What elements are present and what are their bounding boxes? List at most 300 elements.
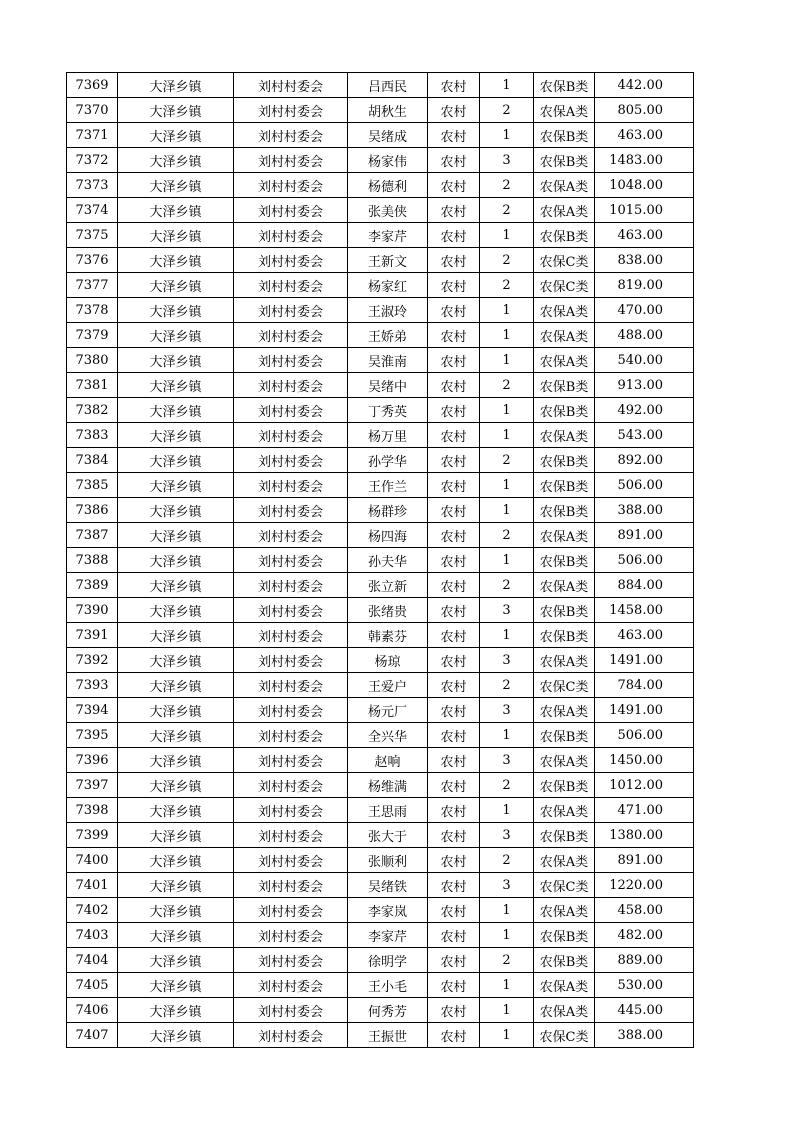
town-cell: 大泽乡镇 (118, 198, 234, 223)
town-cell: 大泽乡镇 (118, 698, 234, 723)
amount-cell: 388.00 (595, 1023, 694, 1048)
name-cell: 孙夫华 (348, 548, 428, 573)
category-cell: 农保C类 (534, 248, 595, 273)
people-count-cell: 2 (480, 448, 534, 473)
town-cell: 大泽乡镇 (118, 448, 234, 473)
amount-cell: 892.00 (595, 448, 694, 473)
serial-number-cell: 7377 (67, 273, 118, 298)
town-cell: 大泽乡镇 (118, 948, 234, 973)
category-cell: 农保A类 (534, 348, 595, 373)
household-type-cell: 农村 (428, 873, 480, 898)
town-cell: 大泽乡镇 (118, 123, 234, 148)
amount-cell: 388.00 (595, 498, 694, 523)
village-cell: 刘村村委会 (234, 823, 348, 848)
amount-cell: 506.00 (595, 548, 694, 573)
amount-cell: 819.00 (595, 273, 694, 298)
household-type-cell: 农村 (428, 998, 480, 1023)
name-cell: 孙学华 (348, 448, 428, 473)
amount-cell: 913.00 (595, 373, 694, 398)
serial-number-cell: 7403 (67, 923, 118, 948)
town-cell: 大泽乡镇 (118, 823, 234, 848)
amount-cell: 1491.00 (595, 648, 694, 673)
amount-cell: 1380.00 (595, 823, 694, 848)
table-row (67, 173, 694, 198)
household-type-cell: 农村 (428, 1023, 480, 1048)
village-cell: 刘村村委会 (234, 373, 348, 398)
town-cell: 大泽乡镇 (118, 998, 234, 1023)
name-cell: 王爱户 (348, 673, 428, 698)
serial-number-cell: 7402 (67, 898, 118, 923)
serial-number-cell: 7375 (67, 223, 118, 248)
name-cell: 杨四海 (348, 523, 428, 548)
amount-cell: 784.00 (595, 673, 694, 698)
people-count-cell: 1 (480, 298, 534, 323)
town-cell: 大泽乡镇 (118, 148, 234, 173)
table-row (67, 98, 694, 123)
category-cell: 农保A类 (534, 573, 595, 598)
table-row (67, 848, 694, 873)
serial-number-cell: 7400 (67, 848, 118, 873)
table-row (67, 773, 694, 798)
household-type-cell: 农村 (428, 773, 480, 798)
table-row (67, 123, 694, 148)
people-count-cell: 2 (480, 848, 534, 873)
town-cell: 大泽乡镇 (118, 173, 234, 198)
category-cell: 农保B类 (534, 823, 595, 848)
name-cell: 吴绪中 (348, 373, 428, 398)
village-cell: 刘村村委会 (234, 123, 348, 148)
people-count-cell: 2 (480, 198, 534, 223)
amount-cell: 530.00 (595, 973, 694, 998)
amount-cell: 470.00 (595, 298, 694, 323)
household-type-cell: 农村 (428, 823, 480, 848)
village-cell: 刘村村委会 (234, 923, 348, 948)
village-cell: 刘村村委会 (234, 598, 348, 623)
amount-cell: 488.00 (595, 323, 694, 348)
name-cell: 杨维满 (348, 773, 428, 798)
household-type-cell: 农村 (428, 898, 480, 923)
category-cell: 农保A类 (534, 698, 595, 723)
town-cell: 大泽乡镇 (118, 273, 234, 298)
village-cell: 刘村村委会 (234, 898, 348, 923)
household-type-cell: 农村 (428, 73, 480, 98)
table-row (67, 698, 694, 723)
table-row (67, 1023, 694, 1048)
people-count-cell: 3 (480, 648, 534, 673)
serial-number-cell: 7395 (67, 723, 118, 748)
name-cell: 张顺利 (348, 848, 428, 873)
serial-number-cell: 7383 (67, 423, 118, 448)
household-type-cell: 农村 (428, 423, 480, 448)
category-cell: 农保C类 (534, 873, 595, 898)
table-row (67, 748, 694, 773)
serial-number-cell: 7379 (67, 323, 118, 348)
name-cell: 张立新 (348, 573, 428, 598)
people-count-cell: 1 (480, 1023, 534, 1048)
category-cell: 农保A类 (534, 648, 595, 673)
name-cell: 吴绪铁 (348, 873, 428, 898)
name-cell: 杨家伟 (348, 148, 428, 173)
people-count-cell: 3 (480, 748, 534, 773)
category-cell: 农保B类 (534, 448, 595, 473)
document-page (66, 72, 694, 1048)
serial-number-cell: 7380 (67, 348, 118, 373)
village-cell: 刘村村委会 (234, 773, 348, 798)
category-cell: 农保A类 (534, 898, 595, 923)
amount-cell: 482.00 (595, 923, 694, 948)
household-type-cell: 农村 (428, 573, 480, 598)
people-count-cell: 2 (480, 948, 534, 973)
category-cell: 农保B类 (534, 723, 595, 748)
serial-number-cell: 7405 (67, 973, 118, 998)
household-type-cell: 农村 (428, 598, 480, 623)
category-cell: 农保C类 (534, 273, 595, 298)
household-type-cell: 农村 (428, 448, 480, 473)
name-cell: 李家芹 (348, 923, 428, 948)
people-count-cell: 2 (480, 573, 534, 598)
village-cell: 刘村村委会 (234, 423, 348, 448)
name-cell: 杨德利 (348, 173, 428, 198)
village-cell: 刘村村委会 (234, 948, 348, 973)
village-cell: 刘村村委会 (234, 723, 348, 748)
amount-cell: 805.00 (595, 98, 694, 123)
village-cell: 刘村村委会 (234, 673, 348, 698)
amount-cell: 492.00 (595, 398, 694, 423)
people-count-cell: 3 (480, 873, 534, 898)
people-count-cell: 1 (480, 623, 534, 648)
serial-number-cell: 7393 (67, 673, 118, 698)
name-cell: 吴绪成 (348, 123, 428, 148)
village-cell: 刘村村委会 (234, 248, 348, 273)
serial-number-cell: 7370 (67, 98, 118, 123)
name-cell: 张大于 (348, 823, 428, 848)
category-cell: 农保B类 (534, 598, 595, 623)
people-count-cell: 3 (480, 698, 534, 723)
table-row (67, 598, 694, 623)
amount-cell: 543.00 (595, 423, 694, 448)
town-cell: 大泽乡镇 (118, 548, 234, 573)
amount-cell: 884.00 (595, 573, 694, 598)
village-cell: 刘村村委会 (234, 448, 348, 473)
name-cell: 王娇弟 (348, 323, 428, 348)
serial-number-cell: 7407 (67, 1023, 118, 1048)
serial-number-cell: 7376 (67, 248, 118, 273)
category-cell: 农保B类 (534, 73, 595, 98)
category-cell: 农保B类 (534, 948, 595, 973)
household-type-cell: 农村 (428, 673, 480, 698)
amount-cell: 463.00 (595, 223, 694, 248)
people-count-cell: 2 (480, 673, 534, 698)
village-cell: 刘村村委会 (234, 223, 348, 248)
serial-number-cell: 7382 (67, 398, 118, 423)
category-cell: 农保A类 (534, 798, 595, 823)
town-cell: 大泽乡镇 (118, 1023, 234, 1048)
serial-number-cell: 7406 (67, 998, 118, 1023)
people-count-cell: 3 (480, 148, 534, 173)
category-cell: 农保B类 (534, 148, 595, 173)
name-cell: 王思雨 (348, 798, 428, 823)
table-row (67, 723, 694, 748)
amount-cell: 458.00 (595, 898, 694, 923)
village-cell: 刘村村委会 (234, 523, 348, 548)
household-type-cell: 农村 (428, 848, 480, 873)
household-type-cell: 农村 (428, 98, 480, 123)
village-cell: 刘村村委会 (234, 273, 348, 298)
people-count-cell: 1 (480, 798, 534, 823)
serial-number-cell: 7396 (67, 748, 118, 773)
household-type-cell: 农村 (428, 923, 480, 948)
table-row (67, 498, 694, 523)
household-type-cell: 农村 (428, 373, 480, 398)
village-cell: 刘村村委会 (234, 473, 348, 498)
table-row (67, 423, 694, 448)
town-cell: 大泽乡镇 (118, 373, 234, 398)
amount-cell: 1015.00 (595, 198, 694, 223)
village-cell: 刘村村委会 (234, 498, 348, 523)
town-cell: 大泽乡镇 (118, 398, 234, 423)
serial-number-cell: 7397 (67, 773, 118, 798)
town-cell: 大泽乡镇 (118, 298, 234, 323)
village-cell: 刘村村委会 (234, 148, 348, 173)
category-cell: 农保A类 (534, 973, 595, 998)
serial-number-cell: 7372 (67, 148, 118, 173)
table-row (67, 923, 694, 948)
table-row (67, 998, 694, 1023)
category-cell: 农保A类 (534, 748, 595, 773)
table-row (67, 148, 694, 173)
table-row (67, 373, 694, 398)
table-row (67, 523, 694, 548)
category-cell: 农保B类 (534, 473, 595, 498)
category-cell: 农保B类 (534, 773, 595, 798)
village-cell: 刘村村委会 (234, 173, 348, 198)
people-count-cell: 1 (480, 123, 534, 148)
amount-cell: 1450.00 (595, 748, 694, 773)
household-type-cell: 农村 (428, 323, 480, 348)
household-type-cell: 农村 (428, 123, 480, 148)
category-cell: 农保B类 (534, 923, 595, 948)
town-cell: 大泽乡镇 (118, 423, 234, 448)
name-cell: 张绪贵 (348, 598, 428, 623)
name-cell: 韩素芬 (348, 623, 428, 648)
category-cell: 农保B类 (534, 498, 595, 523)
people-count-cell: 1 (480, 473, 534, 498)
serial-number-cell: 7390 (67, 598, 118, 623)
category-cell: 农保A类 (534, 98, 595, 123)
name-cell: 丁秀英 (348, 398, 428, 423)
people-count-cell: 1 (480, 323, 534, 348)
household-type-cell: 农村 (428, 498, 480, 523)
town-cell: 大泽乡镇 (118, 648, 234, 673)
amount-cell: 1048.00 (595, 173, 694, 198)
name-cell: 王振世 (348, 1023, 428, 1048)
amount-cell: 1220.00 (595, 873, 694, 898)
serial-number-cell: 7381 (67, 373, 118, 398)
people-count-cell: 3 (480, 598, 534, 623)
household-type-cell: 农村 (428, 198, 480, 223)
household-type-cell: 农村 (428, 523, 480, 548)
people-count-cell: 2 (480, 523, 534, 548)
town-cell: 大泽乡镇 (118, 923, 234, 948)
household-type-cell: 农村 (428, 798, 480, 823)
household-type-cell: 农村 (428, 698, 480, 723)
village-cell: 刘村村委会 (234, 73, 348, 98)
amount-cell: 889.00 (595, 948, 694, 973)
household-type-cell: 农村 (428, 648, 480, 673)
amount-cell: 1458.00 (595, 598, 694, 623)
town-cell: 大泽乡镇 (118, 673, 234, 698)
serial-number-cell: 7371 (67, 123, 118, 148)
household-type-cell: 农村 (428, 348, 480, 373)
household-type-cell: 农村 (428, 273, 480, 298)
name-cell: 李家岚 (348, 898, 428, 923)
town-cell: 大泽乡镇 (118, 573, 234, 598)
village-cell: 刘村村委会 (234, 1023, 348, 1048)
serial-number-cell: 7384 (67, 448, 118, 473)
table-row (67, 223, 694, 248)
town-cell: 大泽乡镇 (118, 323, 234, 348)
name-cell: 杨万里 (348, 423, 428, 448)
category-cell: 农保A类 (534, 423, 595, 448)
table-row (67, 798, 694, 823)
village-cell: 刘村村委会 (234, 698, 348, 723)
table-row (67, 973, 694, 998)
category-cell: 农保A类 (534, 848, 595, 873)
town-cell: 大泽乡镇 (118, 773, 234, 798)
amount-cell: 506.00 (595, 473, 694, 498)
table-row (67, 673, 694, 698)
village-cell: 刘村村委会 (234, 98, 348, 123)
amount-cell: 463.00 (595, 123, 694, 148)
people-count-cell: 2 (480, 773, 534, 798)
town-cell: 大泽乡镇 (118, 498, 234, 523)
category-cell: 农保B类 (534, 623, 595, 648)
serial-number-cell: 7387 (67, 523, 118, 548)
serial-number-cell: 7385 (67, 473, 118, 498)
amount-cell: 463.00 (595, 623, 694, 648)
amount-cell: 445.00 (595, 998, 694, 1023)
village-cell: 刘村村委会 (234, 198, 348, 223)
people-count-cell: 1 (480, 723, 534, 748)
category-cell: 农保B类 (534, 548, 595, 573)
household-type-cell: 农村 (428, 723, 480, 748)
town-cell: 大泽乡镇 (118, 723, 234, 748)
table-row (67, 248, 694, 273)
town-cell: 大泽乡镇 (118, 748, 234, 773)
table-row (67, 473, 694, 498)
name-cell: 王作兰 (348, 473, 428, 498)
serial-number-cell: 7399 (67, 823, 118, 848)
town-cell: 大泽乡镇 (118, 898, 234, 923)
category-cell: 农保A类 (534, 523, 595, 548)
name-cell: 杨家红 (348, 273, 428, 298)
people-count-cell: 1 (480, 548, 534, 573)
name-cell: 杨琼 (348, 648, 428, 673)
table-row (67, 573, 694, 598)
serial-number-cell: 7378 (67, 298, 118, 323)
serial-number-cell: 7398 (67, 798, 118, 823)
household-type-cell: 农村 (428, 473, 480, 498)
table-body (67, 73, 694, 1048)
name-cell: 王小毛 (348, 973, 428, 998)
village-cell: 刘村村委会 (234, 798, 348, 823)
village-cell: 刘村村委会 (234, 748, 348, 773)
town-cell: 大泽乡镇 (118, 973, 234, 998)
town-cell: 大泽乡镇 (118, 598, 234, 623)
serial-number-cell: 7404 (67, 948, 118, 973)
table-row (67, 73, 694, 98)
household-type-cell: 农村 (428, 173, 480, 198)
village-cell: 刘村村委会 (234, 873, 348, 898)
village-cell: 刘村村委会 (234, 648, 348, 673)
town-cell: 大泽乡镇 (118, 623, 234, 648)
village-cell: 刘村村委会 (234, 298, 348, 323)
amount-cell: 442.00 (595, 73, 694, 98)
village-cell: 刘村村委会 (234, 623, 348, 648)
name-cell: 胡秋生 (348, 98, 428, 123)
table-row (67, 323, 694, 348)
town-cell: 大泽乡镇 (118, 523, 234, 548)
category-cell: 农保A类 (534, 198, 595, 223)
category-cell: 农保B类 (534, 223, 595, 248)
village-cell: 刘村村委会 (234, 573, 348, 598)
amount-cell: 1483.00 (595, 148, 694, 173)
household-type-cell: 农村 (428, 148, 480, 173)
amount-cell: 540.00 (595, 348, 694, 373)
name-cell: 全兴华 (348, 723, 428, 748)
category-cell: 农保A类 (534, 998, 595, 1023)
people-count-cell: 1 (480, 923, 534, 948)
table-row (67, 623, 694, 648)
household-type-cell: 农村 (428, 948, 480, 973)
household-type-cell: 农村 (428, 223, 480, 248)
category-cell: 农保A类 (534, 173, 595, 198)
town-cell: 大泽乡镇 (118, 473, 234, 498)
household-type-cell: 农村 (428, 548, 480, 573)
people-count-cell: 2 (480, 173, 534, 198)
name-cell: 杨群珍 (348, 498, 428, 523)
name-cell: 何秀芳 (348, 998, 428, 1023)
category-cell: 农保C类 (534, 1023, 595, 1048)
serial-number-cell: 7388 (67, 548, 118, 573)
people-count-cell: 1 (480, 398, 534, 423)
household-type-cell: 农村 (428, 398, 480, 423)
serial-number-cell: 7401 (67, 873, 118, 898)
people-count-cell: 1 (480, 348, 534, 373)
serial-number-cell: 7389 (67, 573, 118, 598)
name-cell: 王淑玲 (348, 298, 428, 323)
name-cell: 张美侠 (348, 198, 428, 223)
serial-number-cell: 7369 (67, 73, 118, 98)
amount-cell: 1012.00 (595, 773, 694, 798)
table-row (67, 198, 694, 223)
town-cell: 大泽乡镇 (118, 798, 234, 823)
town-cell: 大泽乡镇 (118, 98, 234, 123)
people-count-cell: 1 (480, 898, 534, 923)
table-row (67, 823, 694, 848)
category-cell: 农保C类 (534, 673, 595, 698)
people-count-cell: 1 (480, 73, 534, 98)
serial-number-cell: 7391 (67, 623, 118, 648)
table-row (67, 448, 694, 473)
table-row (67, 898, 694, 923)
category-cell: 农保B类 (534, 123, 595, 148)
town-cell: 大泽乡镇 (118, 223, 234, 248)
village-cell: 刘村村委会 (234, 548, 348, 573)
amount-cell: 891.00 (595, 523, 694, 548)
amount-cell: 506.00 (595, 723, 694, 748)
people-count-cell: 2 (480, 248, 534, 273)
